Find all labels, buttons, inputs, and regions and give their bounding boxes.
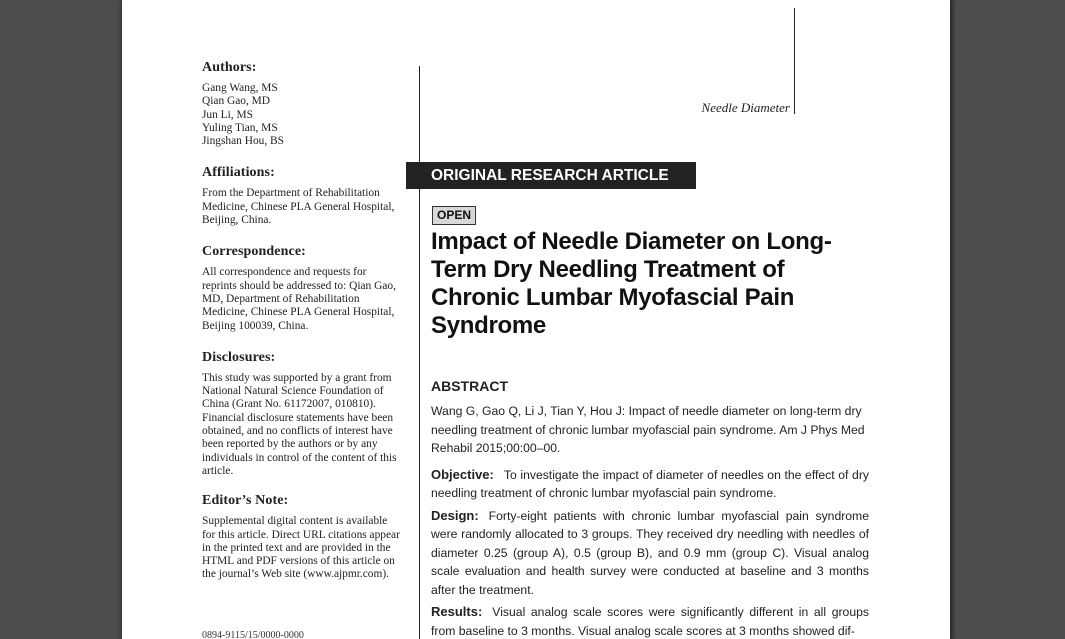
results-text: Visual analog scale scores were significantly different in all groups from baseline to 3 months. Visual analog scale scores at 3 months showed dif- [431,605,869,638]
header-rule [794,8,795,114]
authors-list [202,82,402,148]
objective-text: To investigate the impact of diameter of needles on the effect of dry needling treatment of chronic lumbar myofascial pain syndrome. [431,467,869,500]
design-label: Design: [431,507,479,523]
author-item: Jun Li, MS [202,108,253,121]
disclosures-financial: Financial disclosure statements have been obtained, and no conflicts of interest have been reported by the authors or by any individuals in control of the content of this article. [202,411,397,477]
author-item: Jingshan Hou, BS [202,135,284,148]
disclosures-heading: Disclosures: [202,349,276,365]
author-item: Yuling Tian, MS [202,121,278,134]
abstract-design [431,507,869,600]
author-item: Gang Wang, MS [202,82,278,94]
abstract-section [431,378,869,639]
objective-label: Objective: [431,466,494,482]
column-divider [419,66,420,639]
abstract-heading: ABSTRACT [431,378,508,394]
results-label: Results: [431,604,483,619]
disclosures-body [202,372,402,478]
correspondence-text: All correspondence and requests for reprints should be addressed to: Qian Gao, MD, Department of Rehabilitation Medicine, Chinese PLA General Hospital, Beijing 100039, China. [202,266,396,332]
page-shadow [950,0,956,639]
editors-note-heading: Editor’s Note: [202,493,289,509]
correspondence-heading: Correspondence: [202,244,306,260]
affiliations-heading: Affiliations: [202,165,275,181]
abstract-objective [431,466,869,503]
editors-note-text: Supplemental digital content is available for this article. Direct URL citations appear in the printed text and are provided in the HTML and PDF versions of this article on the journal’s Web site (www.ajpmr.com). [202,515,400,581]
design-text: Forty-eight patients with chronic lumbar myofascial pain syndrome were randomly allocated to 3 groups. They received dry needling with needles of diameter 0.25 (group A), 0.5 (group B), and 0.9 mm (group C). Visual analog scale evaluation and health survey were conducted at baseline and 3 months after the treatment. [431,508,869,597]
author-item: Qian Gao, MD [202,95,271,108]
affiliations-text: From the Department of Rehabilitation Medicine, Chinese PLA General Hospital, Beijing, China. [202,187,395,227]
abstract-citation: Wang G, Gao Q, Li J, Tian Y, Hou J: Impact of needle diameter on long-term dry needling treatment of chronic lumbar myofascial pain syndrome. Am J Phys Med Rehabil 2015;00:00–00. [431,404,865,455]
running-head: Needle Diameter [701,100,790,115]
open-access-badge: OPEN [432,206,476,225]
authors-heading: Authors: [202,60,257,75]
abstract-results [431,603,869,639]
document-page [122,0,950,639]
issn-line: 0894-9115/15/0000-0000 [202,630,304,639]
disclosures-funding: This study was supported by a grant from National Natural Science Foundation of China (Grant No. 61172007, 010810). [202,371,392,411]
article-title: Impact of Needle Diameter on Long-Term Dry Needling Treatment of Chronic Lumbar Myofascial Pain Syndrome [431,228,832,339]
article-type-banner: ORIGINAL RESEARCH ARTICLE [406,162,696,189]
sidebar-column [202,60,402,582]
